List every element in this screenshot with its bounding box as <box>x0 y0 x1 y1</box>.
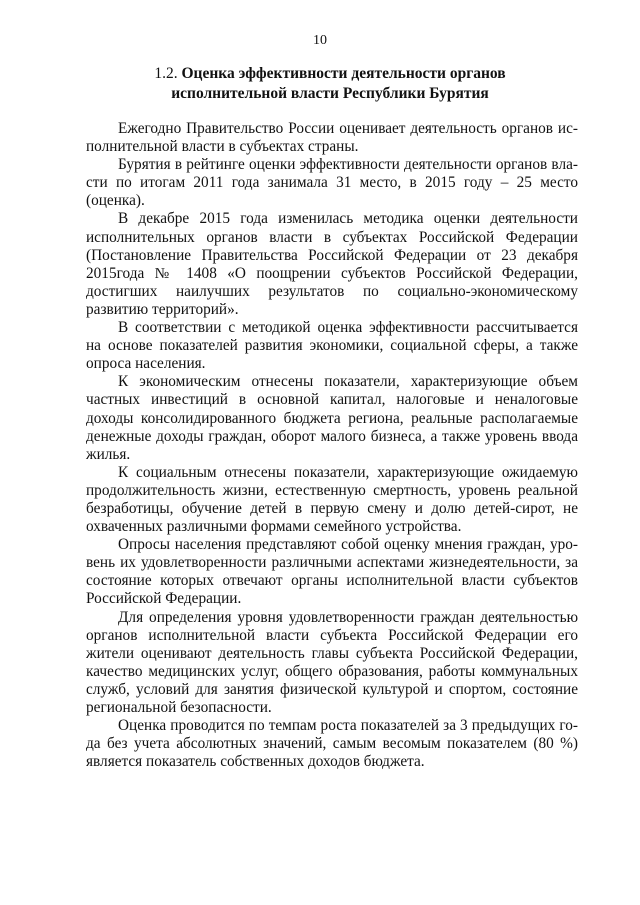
paragraph: К экономическим отнесены показатели, характеризующие объем частных инвестиций в основной капитал, налоговые и неналоговые доходы консолидированного бюджета региона, реальные располагаемые денежные доходы граждан, оборот малого бизнеса, а также уровень ввода жилья. <box>86 373 578 463</box>
section-title-line-2: исполнительной власти Республики Бурятия <box>171 85 489 102</box>
section-number: 1.2. <box>154 65 178 82</box>
body-text <box>86 120 578 771</box>
paragraph: Для определения уровня удовлетворенности граждан деятельностью органов исполнительной власти субъекта Российской Федерации его жители оценивают деятельность главы субъекта Российской Федерации, качество медицинских услуг, общего образования, работы коммунальных служб, условий для занятия физической культурой и спортом, состояние региональной безопасности. <box>86 608 578 716</box>
paragraph: В соответствии с методикой оценка эффективности рассчитывается на основе показателей развития экономики, социальной сферы, а также опроса населения. <box>86 319 578 373</box>
paragraph: Оценка проводится по темпам роста показателей за 3 предыдущих года без учета абсолютных значений, самым весомым показателем (80 %) является показатель собственных доходов бюджета. <box>86 717 578 771</box>
paragraph: Опросы населения представляют собой оценку мнения граждан, уровень их удовлетворенности различными аспектами жизнедеятельности, за состояние которых отвечают органы исполнительной власти субъектов Российской Федерации. <box>86 536 578 608</box>
section-heading-line-1 <box>100 64 560 84</box>
paragraph: В декабре 2015 года изменилась методика оценки деятельности исполнительных органов власти в субъектах Российской Федерации (Постановление Правительства Российской Федерации от 23 декабря 2015года № 1408 «О поощрении субъектов Российской Федерации, достигших наилучших результатов по социально-экономическому развитию территорий». <box>86 210 578 318</box>
paragraph: Ежегодно Правительство России оценивает деятельность органов исполнительной власти в субъектах страны. <box>86 120 578 156</box>
paragraph: К социальным отнесены показатели, характеризующие ожидаемую продолжительность жизни, естественную смертность, уровень реальной безработицы, обучение детей в первую смену и долю детей-сирот, не охваченных различными формами семейного устройства. <box>86 463 578 536</box>
page-number: 10 <box>313 33 327 48</box>
paragraph: Бурятия в рейтинге оценки эффективности деятельности органов власти по итогам 2011 года занимала 31 место, в 2015 году – 25 место (оценка). <box>86 156 578 210</box>
section-heading <box>100 64 560 104</box>
section-title-line-1: Оценка эффективности деятельности органов <box>181 65 506 82</box>
